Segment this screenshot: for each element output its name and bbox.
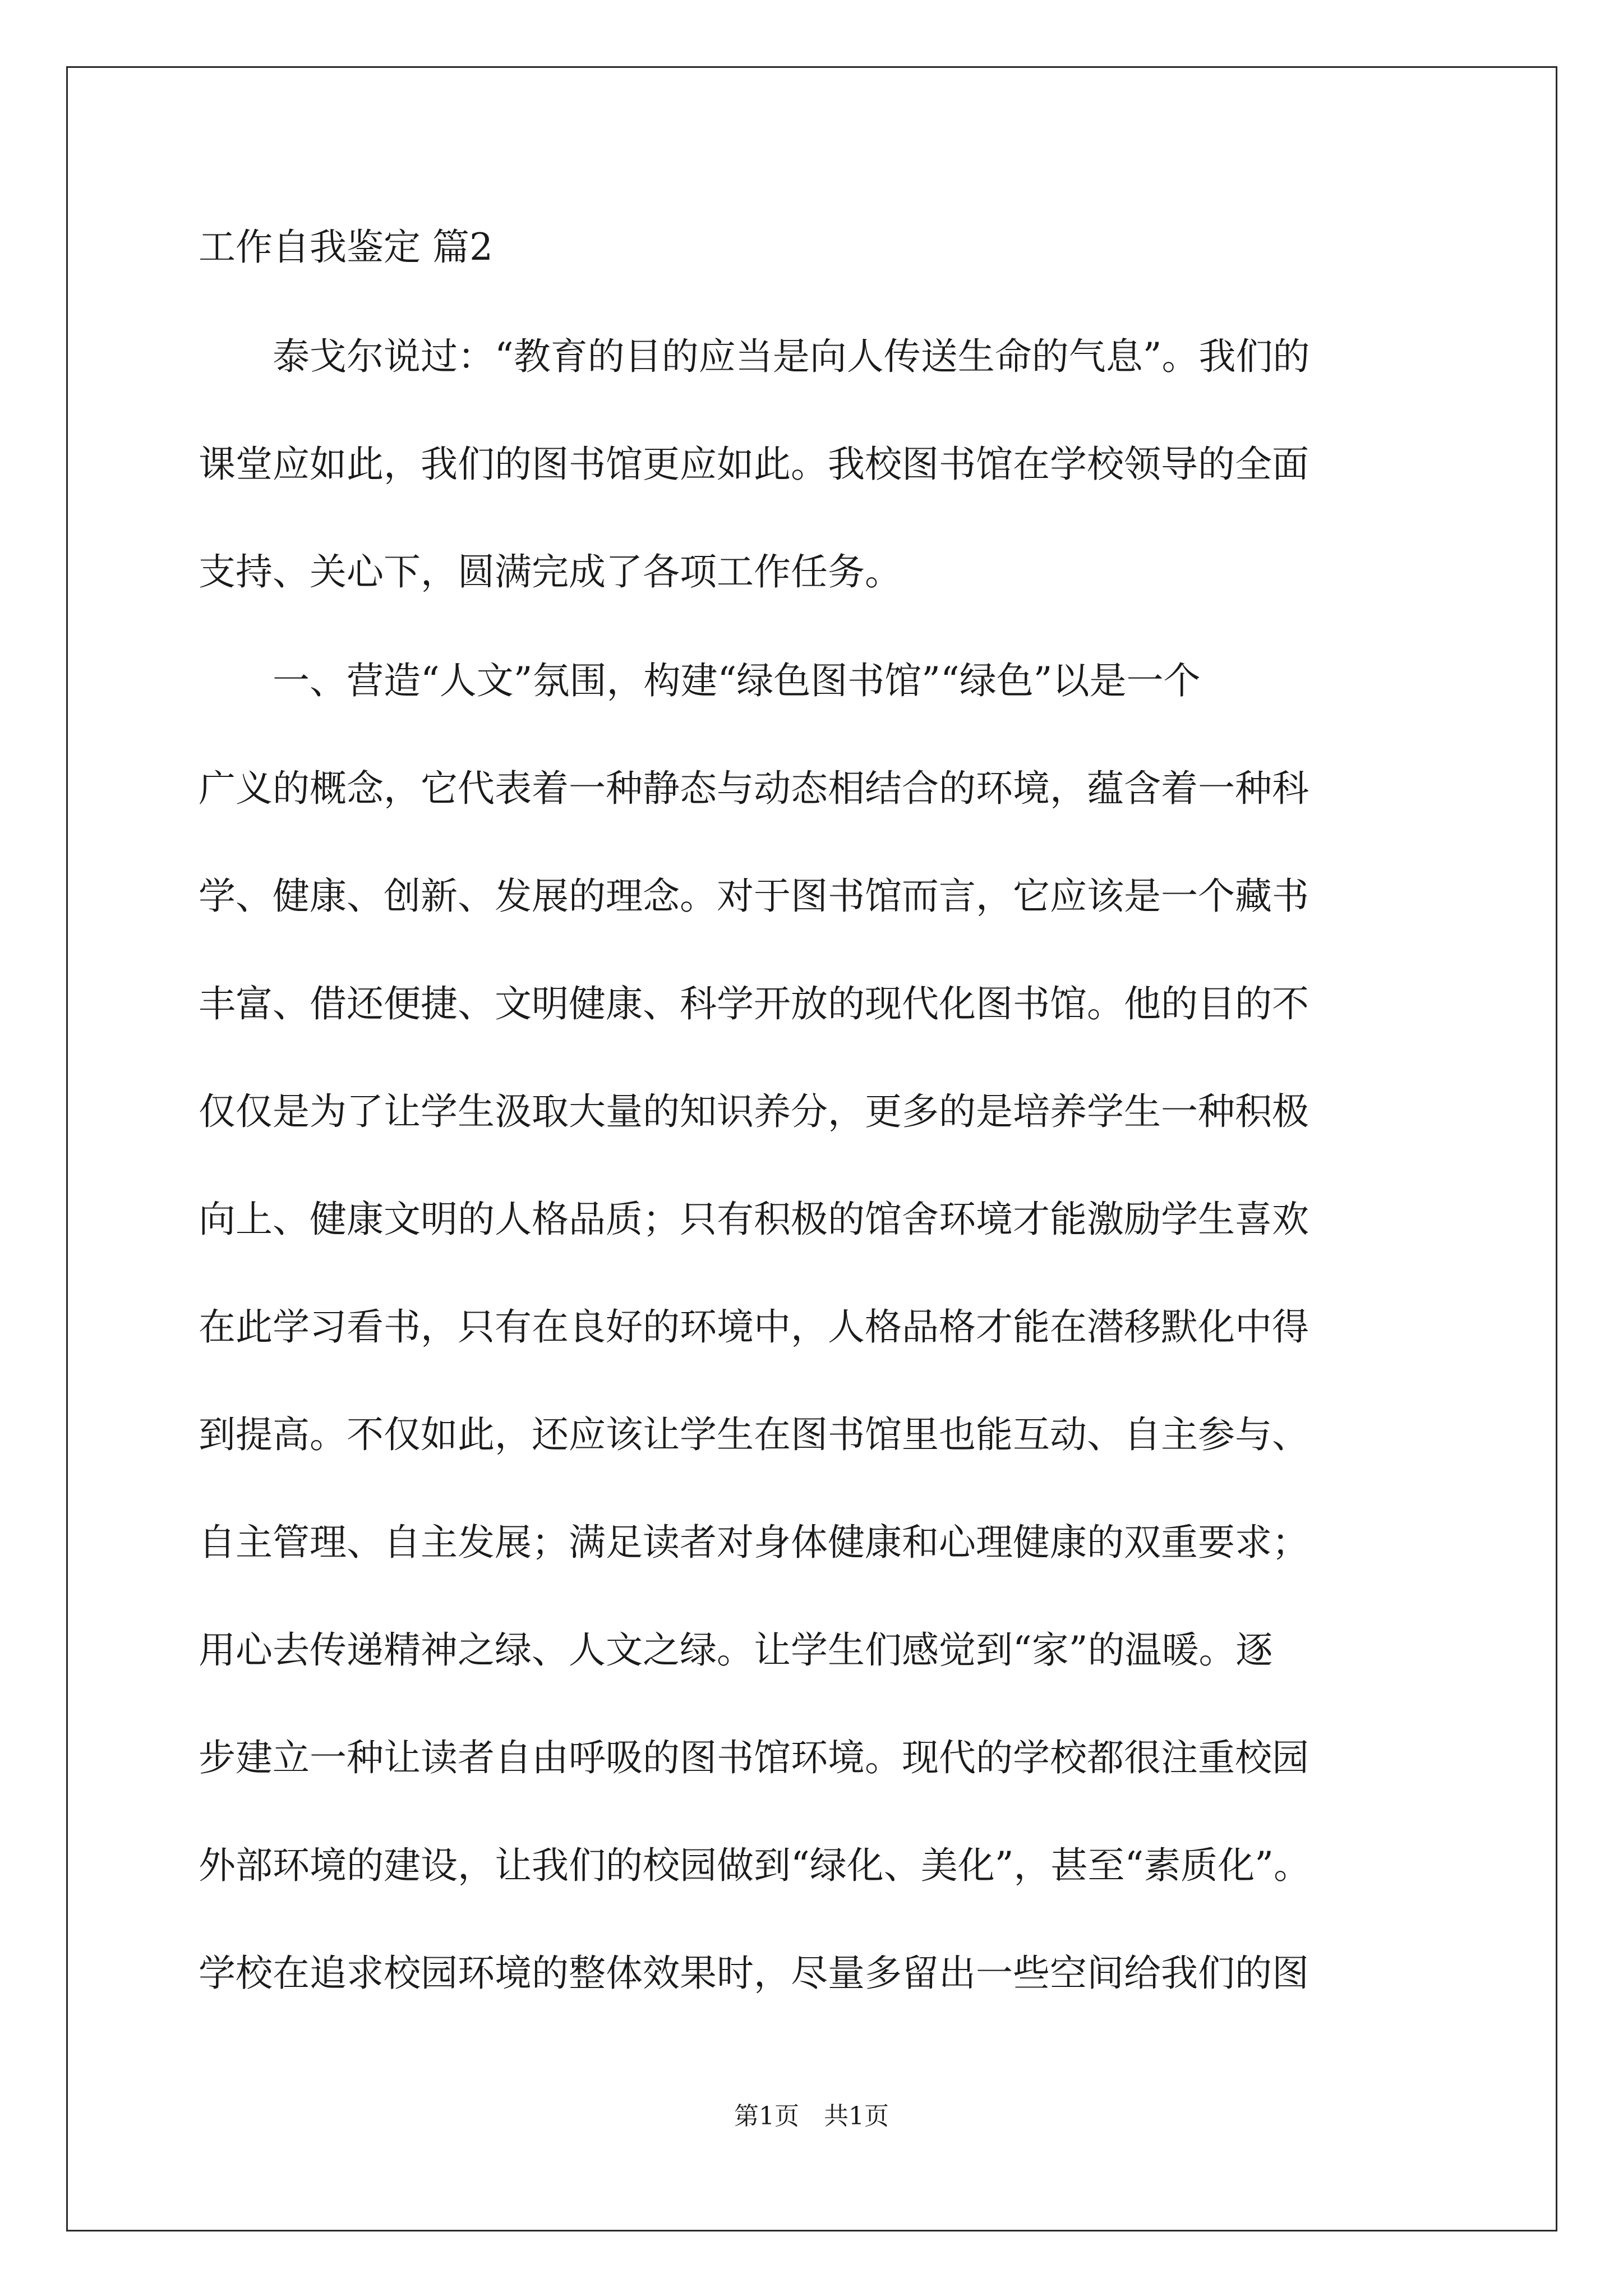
paragraph-line: 支持、关心下，圆满完成了各项工作任务。 (199, 550, 902, 593)
paragraph-2 (199, 659, 1432, 2063)
paragraph-line: 到提高。不仅如此，还应该让学生在图书馆里也能互动、自主参与、 (199, 1413, 1309, 1456)
paragraph-line: 用心去传递精神之绿、人文之绿。让学生们感觉到“家”的温暖。逐 (199, 1628, 1273, 1672)
paragraph-line: 广义的概念，它代表着一种静态与动态相结合的环境，蕴含着一种科 (199, 767, 1309, 810)
paragraph-line: 学校在追求校园环境的整体效果时，尽量多留出一些空间给我们的图 (199, 1952, 1309, 1995)
document-heading: 工作自我鉴定 篇2 (199, 226, 493, 269)
paragraph-line: 学、健康、创新、发展的理念。对于图书馆而言，它应该是一个藏书 (199, 875, 1309, 918)
paragraph-1 (199, 335, 1432, 661)
paragraph-line: 泰戈尔说过：“教育的目的应当是向人传送生命的气息”。我们的 (199, 335, 1310, 378)
paragraph-line: 外部环境的建设，让我们的校园做到“绿化、美化”，甚至“素质化”。 (199, 1844, 1311, 1887)
paragraph-line: 自主管理、自主发展；满足读者对身体健康和心理健康的双重要求； (199, 1521, 1309, 1564)
paragraph-line: 课堂应如此，我们的图书馆更应如此。我校图书馆在学校领导的全面 (199, 443, 1309, 486)
paragraph-line: 仅仅是为了让学生汲取大量的知识养分，更多的是培养学生一种积极 (199, 1090, 1309, 1133)
paragraph-line: 向上、健康文明的人格品质；只有积极的馆舍环境才能激励学生喜欢 (199, 1198, 1309, 1241)
paragraph-line: 在此学习看书，只有在良好的环境中，人格品格才能在潜移默化中得 (199, 1305, 1309, 1349)
paragraph-line: 步建立一种让读者自由呼吸的图书馆环境。现代的学校都很注重校园 (199, 1736, 1309, 1779)
paragraph-line: 一、营造“人文”氛围，构建“绿色图书馆”“绿色”以是一个 (199, 659, 1201, 702)
paragraph-line: 丰富、借还便捷、文明健康、科学开放的现代化图书馆。他的目的不 (199, 982, 1309, 1025)
page-footer: 第1页 共1页 (734, 2102, 889, 2131)
